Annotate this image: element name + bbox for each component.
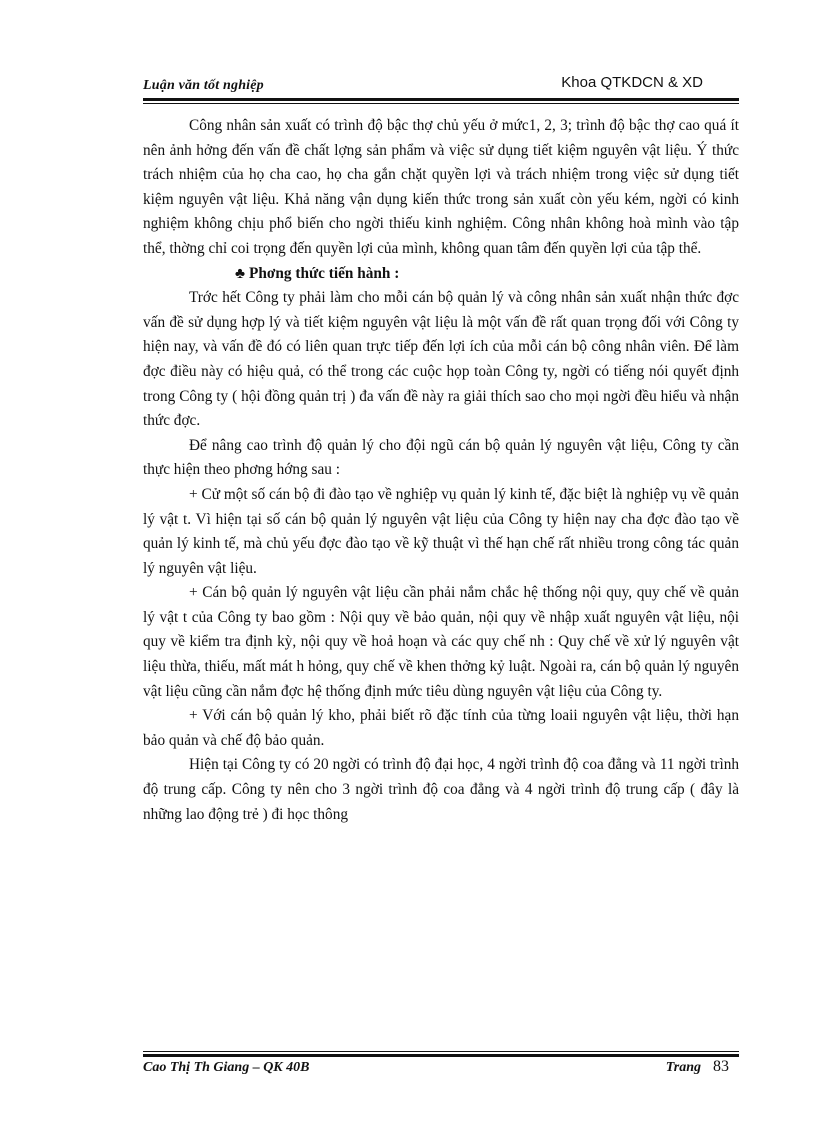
page-footer	[143, 1058, 739, 1080]
section-heading-text: Phơng thức tiến hành :	[249, 264, 400, 282]
header-rule-thin	[143, 103, 739, 104]
paragraph: Công nhân sản xuất có trình độ bậc thợ chủ yếu ở mức1, 2, 3; trình độ bậc thợ cao quá ít nên ảnh hởng đến vấn đề chất lợng sản phẩm và việc sử dụng tiết kiệm nguyên vật liệu. Ý thức trách nhiệm của họ cha cao, họ cha gắn chặt quyền lợi và trách nhiệm trong việc sử dụng tiết kiệm nguyên vật liệu. Khả năng vận dụng kiến thức trong sản xuất còn yếu kém, ngời có kinh nghiệm không chịu phổ biến cho ngời thiếu kinh nghiệm. Công nhân không hoà mình vào tập thể, thờng chỉ coi trọng đến quyền lợi của mình, không quan tâm đến quyền lợi của tập thể.	[143, 117, 739, 257]
paragraph: Hiện tại Công ty có 20 ngời có trình độ đại học, 4 ngời trình độ coa đẳng và 11 ngời trình độ trung cấp. Công ty nên cho 3 ngời trình độ coa đẳng và 4 ngời trình độ trung cấp ( đây là những lao động trẻ ) đi học thông	[143, 756, 739, 823]
paragraph: + Với cán bộ quản lý kho, phải biết rõ đặc tính của từng loaii nguyên vật liệu, thời hạn bảo quản và chế độ bảo quản.	[143, 707, 739, 749]
paragraph: Trớc hết Công ty phải làm cho mỗi cán bộ quản lý và công nhân sản xuất nhận thức đợc vấn đề sử dụng hợp lý và tiết kiệm nguyên vật liệu là một vấn đề rất quan trọng đối với Công ty hiện nay, và vấn đề đó có liên quan trực tiếp đến lợi ích của mỗi cán bộ công nhân viên. Để làm đợc điều này có hiệu quả, có thể trong các cuộc họp toàn Công ty, ngời có tiếng nói quyết định trong Công ty ( hội đồng quản trị ) đa vấn đề này ra giải thích sao cho mọi ngời đều hiểu và nhận thức đợc.	[143, 289, 739, 430]
footer-page-label: Trang	[665, 1060, 701, 1075]
footer-rule-thin	[143, 1051, 739, 1052]
page-header	[143, 72, 739, 98]
footer-author: Cao Thị Th Giang – QK 40B	[143, 1060, 310, 1075]
paragraph: Để nâng cao trình độ quản lý cho đội ngũ cán bộ quản lý nguyên vật liệu, Công ty cần thực hiện theo phơng hớng sau :	[143, 436, 739, 479]
page-number: 83	[713, 1058, 729, 1075]
footer-rule-thick	[143, 1054, 739, 1057]
paragraph: + Cử một số cán bộ đi đào tạo về nghiệp vụ quản lý kinh tế, đặc biệt là nghiệp vụ về quản lý vật t. Vì hiện tại số cán bộ quản lý nguyên vật liệu của Công ty hiện nay cha đợc đào tạo về quản lý kinh tế, mà chủ yếu đợc đào tạo về kỹ thuật vì thế hạn chế rất nhiều trong công tác quản lý nguyên vật liệu.	[143, 485, 739, 577]
header-thesis-label: Luận văn tốt nghiệp	[143, 78, 264, 93]
header-faculty-label: Khoa QTKDCN & XD	[561, 74, 703, 91]
header-rule-thick	[143, 98, 739, 101]
paragraph: + Cán bộ quản lý nguyên vật liệu cần phải nắm chắc hệ thống nội quy, quy chế về quản lý vật t của Công ty bao gồm : Nội quy về bảo quản, nội quy về nhập xuất nguyên vật liệu, nội quy về kiểm tra định kỳ, nội quy về hoả hoạn và các quy chế nh : Quy chế về xử lý nguyên vật liệu thừa, thiếu, mất mát h hỏng, quy chế về khen thởng kỷ luật. Ngoài ra, cán bộ quản lý nguyên vật liệu cũng cần nắm đợc hệ thống định mức tiêu dùng nguyên vật liệu của Công ty.	[143, 584, 739, 700]
club-icon: ♣	[235, 264, 246, 282]
page-body	[143, 114, 739, 827]
section-heading	[143, 262, 739, 287]
